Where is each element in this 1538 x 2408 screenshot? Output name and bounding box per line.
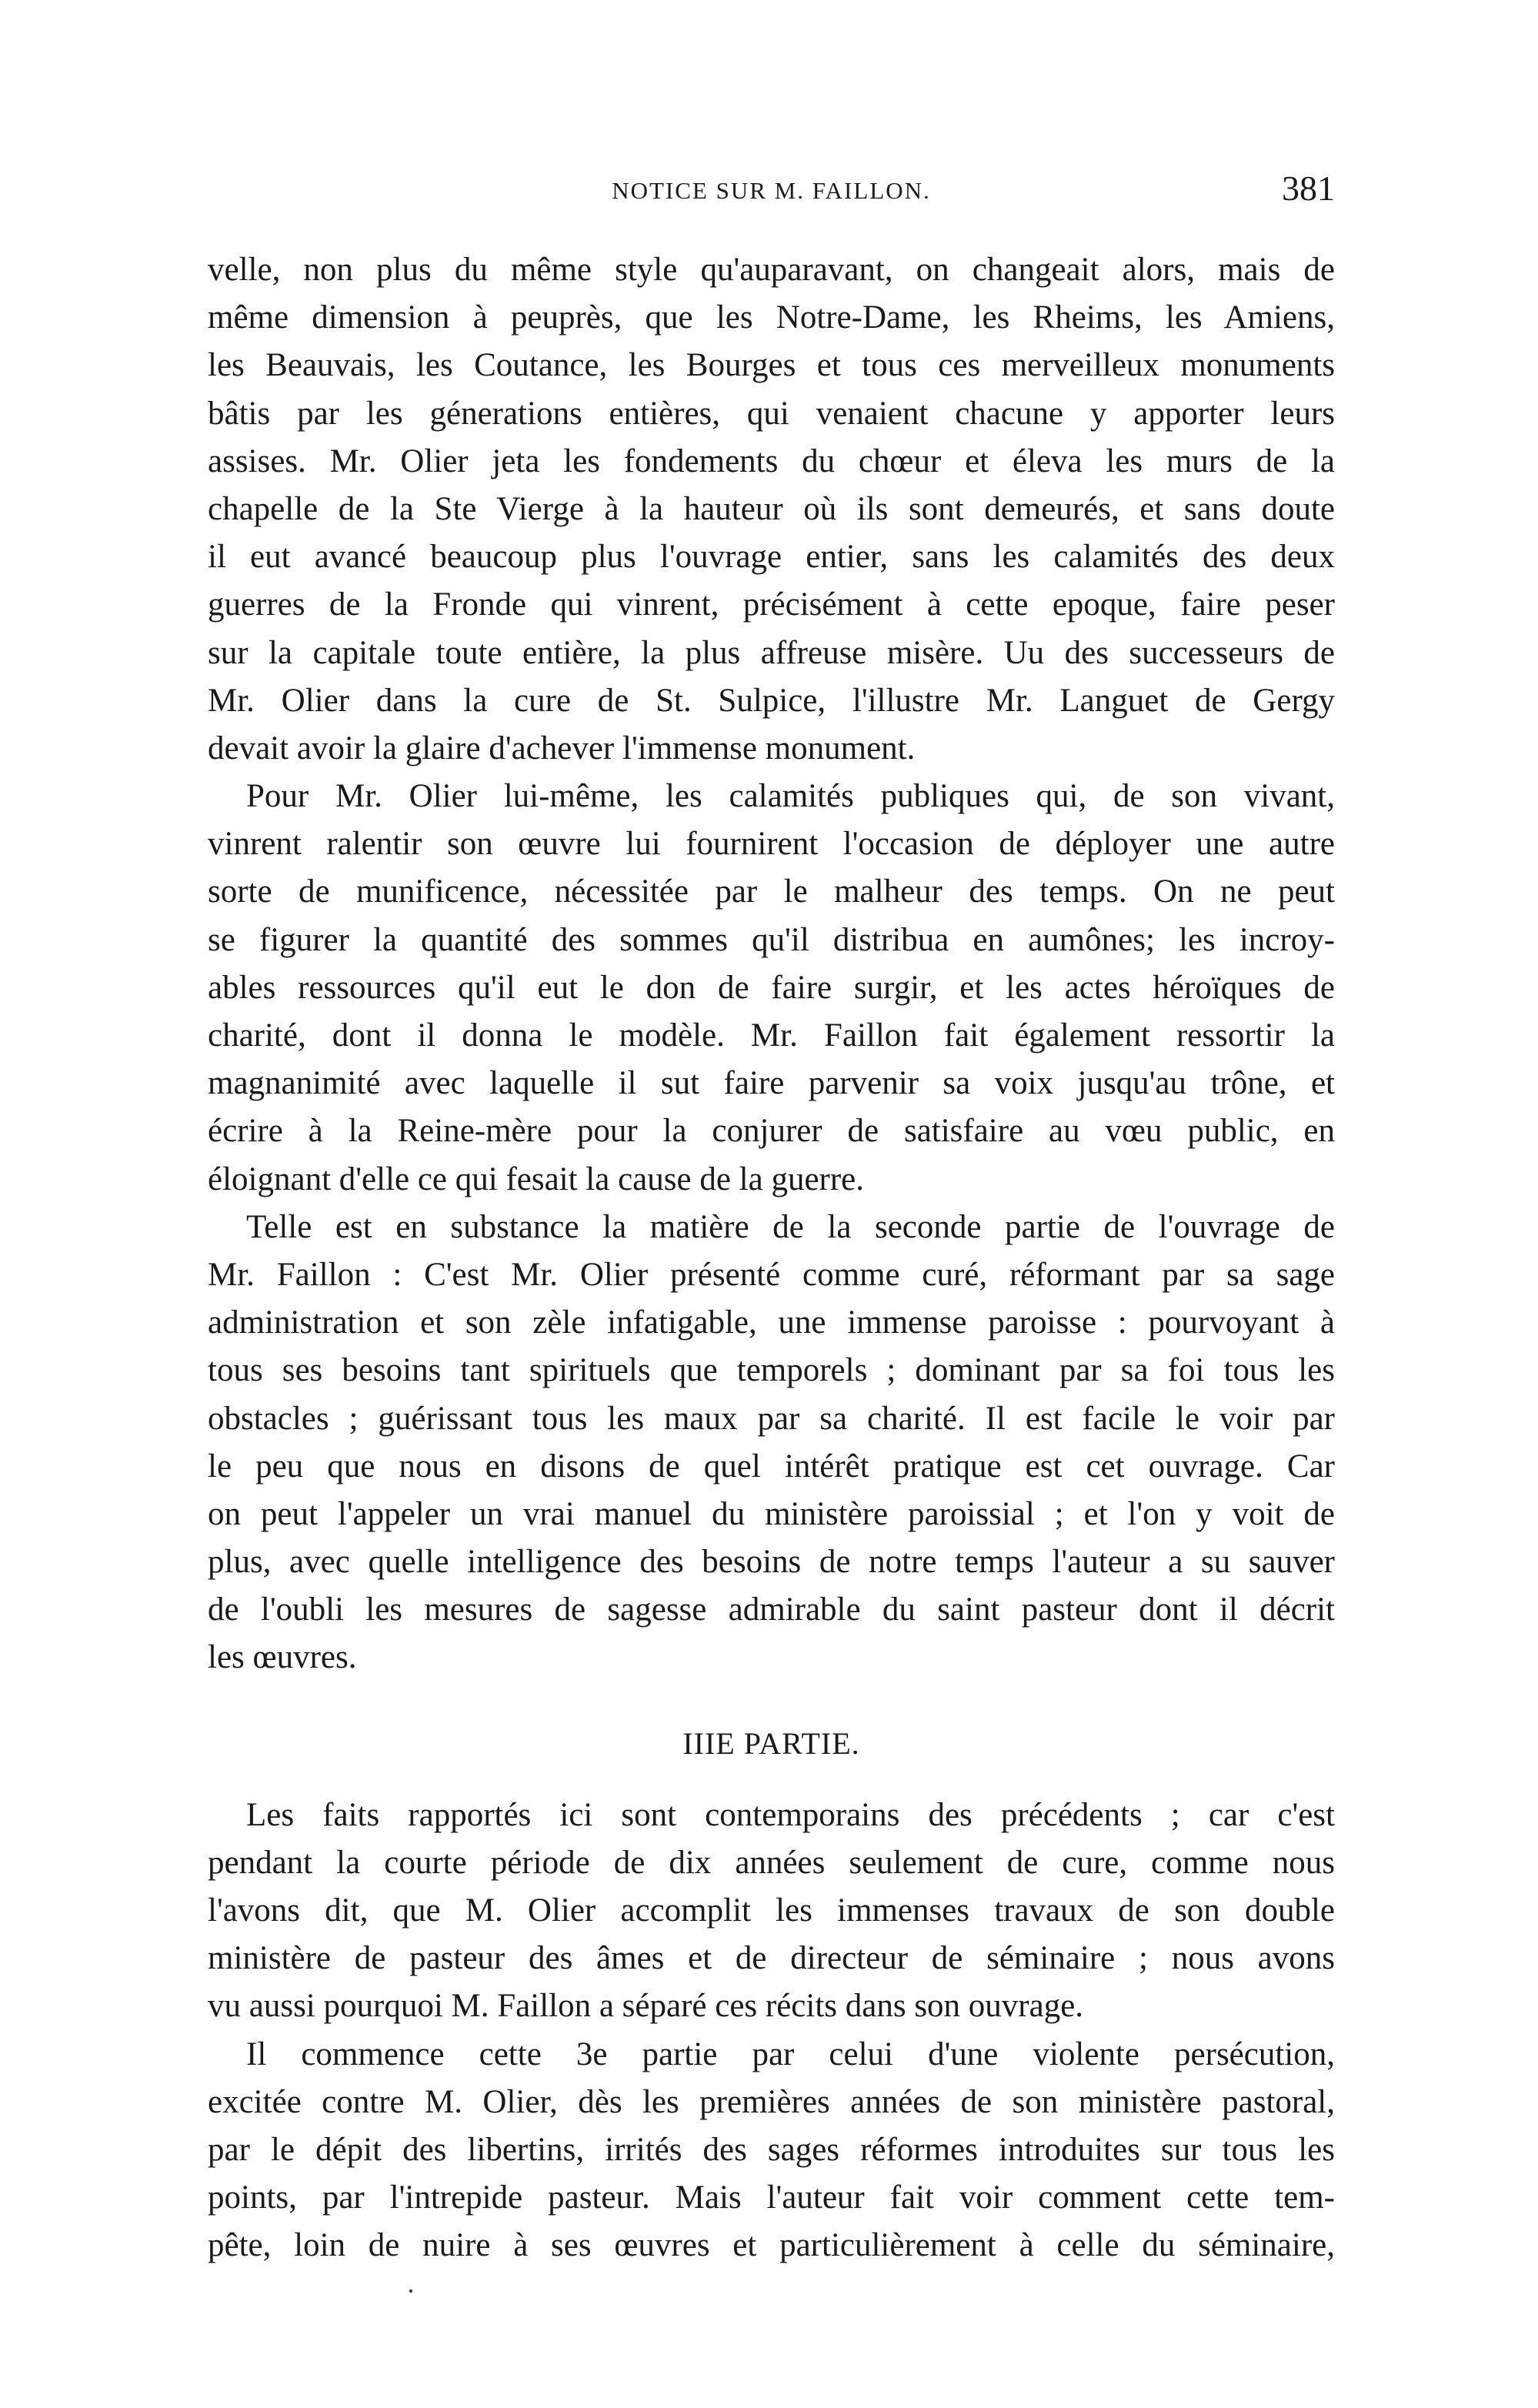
text-line: bâtis par les génerations entières, qui venaient chacune y apporter leurs [208, 395, 1335, 432]
page-number: 381 [1282, 169, 1335, 208]
text-line: vu aussi pourquoi M. Faillon a séparé ces récits dans son ouvrage. [208, 1988, 1084, 2025]
text-line: tous ses besoins tant spirituels que temporels ; dominant par sa foi tous les [208, 1352, 1335, 1389]
text-line: velle, non plus du même style qu'auparavant, on changeait alors, mais de [208, 252, 1335, 288]
text-line: les œuvres. [208, 1639, 357, 1676]
body-text [208, 246, 1335, 2270]
ink-speck [409, 2289, 412, 2293]
running-header [208, 168, 1335, 214]
text-line: même dimension à peuprès, que les Notre-Dame, les Rheims, les Amiens, [208, 299, 1335, 336]
text-line: vinrent ralentir son œuvre lui fournirent l'occasion de déployer une autre [208, 826, 1335, 863]
text-line: sorte de munificence, nécessitée par le malheur des temps. On ne peut [208, 873, 1335, 910]
text-line: pête, loin de nuire à ses œuvres et particulièrement à celle du séminaire, [208, 2227, 1335, 2264]
text-line: points, par l'intrepide pasteur. Mais l'auteur fait voir comment cette tem- [208, 2179, 1335, 2216]
text-line: Telle est en substance la matière de la seconde partie de l'ouvrage de [246, 1208, 1335, 1245]
text-line: sur la capitale toute entière, la plus affreuse misère. Uu des successeurs de [208, 634, 1335, 671]
text-line: devait avoir la glaire d'achever l'immense monument. [208, 730, 916, 766]
section-heading: IIIE PARTIE. [682, 1725, 860, 1761]
text-line: par le dépit des libertins, irrités des sages réformes introduites sur tous les [208, 2131, 1335, 2168]
text-line: éloignant d'elle ce qui fesait la cause de la guerre. [208, 1161, 865, 1197]
text-line: magnanimité avec laquelle il sut faire parvenir sa voix jusqu'au trône, et [208, 1065, 1335, 1102]
text-line: assises. Mr. Olier jeta les fondements du chœur et éleva les murs de la [208, 443, 1335, 479]
paragraph-2 [208, 773, 1335, 1204]
text-line: se figurer la quantité des sommes qu'il distribua en aumônes; les incroy- [208, 921, 1335, 958]
text-line: excitée contre M. Olier, dès les premières années de son ministère pastoral, [208, 2083, 1335, 2120]
text-line: pendant la courte période de dix années seulement de cure, comme nous [208, 1844, 1335, 1881]
paragraph-5 [208, 2031, 1335, 2270]
text-line: écrire à la Reine-mère pour la conjurer de satisfaire au vœu public, en [208, 1113, 1335, 1150]
text-line: charité, dont il donna le modèle. Mr. Faillon fait également ressortir la [208, 1017, 1335, 1054]
paragraph-4 [208, 1792, 1335, 2031]
text-line: obstacles ; guérissant tous les maux par sa charité. Il est facile le voir par [208, 1400, 1335, 1437]
paragraph-1 [208, 246, 1335, 773]
text-line: plus, avec quelle intelligence des besoins de notre temps l'auteur a su sauver [208, 1544, 1335, 1581]
text-line: administration et son zèle infatigable, une immense paroisse : pourvoyant à [208, 1304, 1335, 1341]
text-line: Les faits rapportés ici sont contemporains des précédents ; car c'est [246, 1796, 1335, 1833]
text-line: on peut l'appeler un vrai manuel du ministère paroissial ; et l'on y voit de [208, 1495, 1335, 1532]
paragraph-3 [208, 1204, 1335, 1682]
text-line: Il commence cette 3e partie par celui d'une violente persécution, [246, 2036, 1335, 2072]
text-line: Mr. Faillon : C'est Mr. Olier présenté comme curé, réformant par sa sage [208, 1256, 1335, 1293]
text-line: ables ressources qu'il eut le don de faire surgir, et les actes héroïques de [208, 969, 1335, 1006]
text-line: Mr. Olier dans la cure de St. Sulpice, l'illustre Mr. Languet de Gergy [208, 682, 1335, 719]
text-line: Pour Mr. Olier lui-même, les calamités publiques qui, de son vivant, [246, 778, 1335, 815]
text-line: les Beauvais, les Coutance, les Bourges et tous ces merveilleux monuments [208, 347, 1335, 384]
text-line: il eut avancé beaucoup plus l'ouvrage entier, sans les calamités des deux [208, 539, 1335, 576]
text-line: de l'oubli les mesures de sagesse admirable du saint pasteur dont il décrit [208, 1591, 1335, 1628]
running-title: NOTICE SUR M. FAILLON. [612, 177, 931, 204]
text-line: l'avons dit, que M. Olier accomplit les immenses travaux de son double [208, 1892, 1335, 1929]
text-line: ministère de pasteur des âmes et de directeur de séminaire ; nous avons [208, 1940, 1335, 1977]
text-line: guerres de la Fronde qui vinrent, précisément à cette epoque, faire peser [208, 586, 1335, 623]
text-line: chapelle de la Ste Vierge à la hauteur où ils sont demeurés, et sans doute [208, 490, 1335, 527]
text-line: le peu que nous en disons de quel intérêt pratique est cet ouvrage. Car [208, 1448, 1335, 1485]
